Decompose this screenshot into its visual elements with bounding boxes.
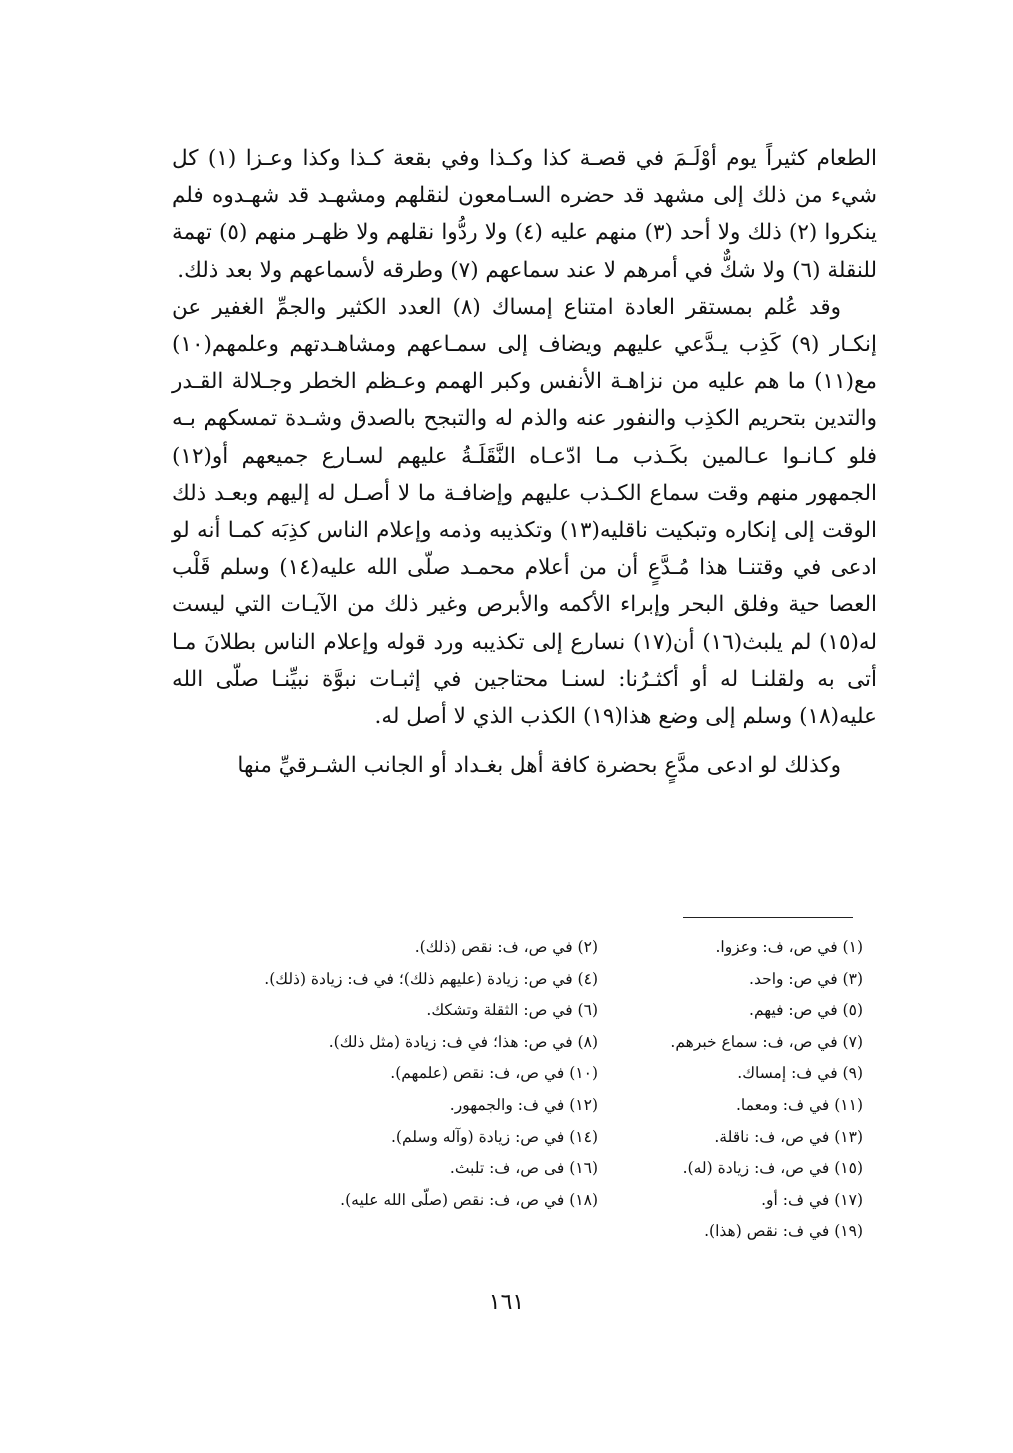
footnote-separator (683, 917, 853, 918)
footnote-4: (٤) في ص: زيادة (عليهم ذلك)؛ في ف: زيادة (ذلك). (264, 969, 598, 988)
footnotes-left-column (178, 932, 598, 1216)
footnote-13: (١٣) في ص، ف: ناقلة. (714, 1127, 863, 1146)
footnote-3: (٣) في ص: واحد. (749, 969, 863, 988)
footnote-14: (١٤) في ص: زيادة (وآله وسلم). (390, 1127, 598, 1146)
footnote-19: (١٩) في ف: نقص (هذا). (704, 1222, 863, 1241)
footnote-18: (١٨) في ص، ف: نقص (صلّى الله عليه). (340, 1190, 598, 1209)
footnote-9: (٩) في ف: إمساك. (737, 1064, 863, 1083)
paragraph-1: الطعام كثيراً يوم أوْلَـمَ في قصـة كذا وكـذا وفي بقعة كـذا وكذا وعـزا (١) كل شيء من ذلك إلى مشهد قد حضره السـامعون لنقلهم ومشهـد قد شهـدوه فلم ينكروا (٢) ذلك ولا أحد (٣) منهم عليه (٤) ولا ردُّوا نقلهم ولا ظهـر منهم (٥) تهمة للنقلة (٦) ولا شكٌّ في أمرهم لا عند سماعهم (٧) وطرقه لأسماعهم ولا بعد ذلك. (172, 146, 877, 283)
paragraph-2: وقد عُلم بمستقر العادة امتناع إمساك (٨) العدد الكثير والجمِّ الغفير عن إنكـار (٩) كَذِب يـدَّعي عليهم ويضاف إلى سمـاعهم ومشاهـدتهم وعلمهم(١٠) مع(١١) ما هم عليه من نزاهـة الأنفس وكبر الهمم وعـظم الخطر وجـلالة القـدر والتدين بتحريم الكذِب والنفور عنه والذم له والتبجح بالصدق وشـدة تمسكهم بـه فلو كـانـوا عـالمين بكَـذب مـا ادّعـاه النَّقَلَـةُ عليهم لسـارع جميعهم أو(١٢) الجمهور منهم وقت سماع الكـذب عليهم وإضافـة ما لا أصـل له إليهم وبعـد ذلك الوقت إلى إنكاره وتبكيت ناقليه(١٣) وتكذيبه وذمه وإعلام الناس كذِبَه كمـا أنه لو ادعى في وقتنـا هذا مُـدَّعٍ أن من أعلام محمـد صلّى الله عليه(١٤) وسلم قَلْب العصا حية وفلق البحر وإبراء الأكمه والأبرص وغير ذلك من الآيـات التي ليست له(١٥) لم يلبث(١٦) أن(١٧) نسارع إلى تكذيبه ورد قوله وإعلام الناس بطلانَ مـا أتى به ولقلنـا له أو أكثـرُنا: لسنـا محتاجين في إثبـات نبوَّة نبيِّنـا صلّى الله عليه(١٨) وسلم إلى وضع هذا(١٩) الكذب الذي لا أصل له. (172, 294, 877, 730)
footnote-1: (١) في ص، ف: وعزوا. (715, 938, 863, 956)
footnote-6: (٦) في ص: الثقلة وتشكك. (426, 1001, 598, 1020)
paragraph-3: وكذلك لو ادعى مدَّعٍ بحضرة كافة أهل بغـداد أو الجانب الشـرقيِّ منها (237, 753, 841, 779)
footnote-8: (٨) في ص: هذا؛ في ف: زيادة (مثل ذلك). (328, 1032, 598, 1051)
footnote-10: (١٠) في ص، ف: نقص (علمهم). (390, 1064, 598, 1083)
footnote-5: (٥) في ص: فيهم. (749, 1001, 863, 1020)
footnote-17: (١٧) في ف: أو. (761, 1190, 863, 1209)
page-number: ١٦١ (488, 1290, 525, 1315)
footnote-15: (١٥) في ص، ف: زيادة (له). (682, 1159, 863, 1178)
footnote-12: (١٢) في ف: والجمهور. (449, 1095, 598, 1114)
footnotes-right-column (608, 932, 863, 1248)
footnote-11: (١١) في ف: ومعما. (735, 1095, 863, 1114)
main-text-block (172, 140, 877, 784)
footnote-7: (٧) في ص، ف: سماع خبرهم. (670, 1032, 863, 1051)
footnote-2: (٢) في ص، ف: نقص (ذلك). (414, 938, 598, 956)
footnote-16: (١٦) فى ص، ف: تلبث. (449, 1159, 598, 1178)
